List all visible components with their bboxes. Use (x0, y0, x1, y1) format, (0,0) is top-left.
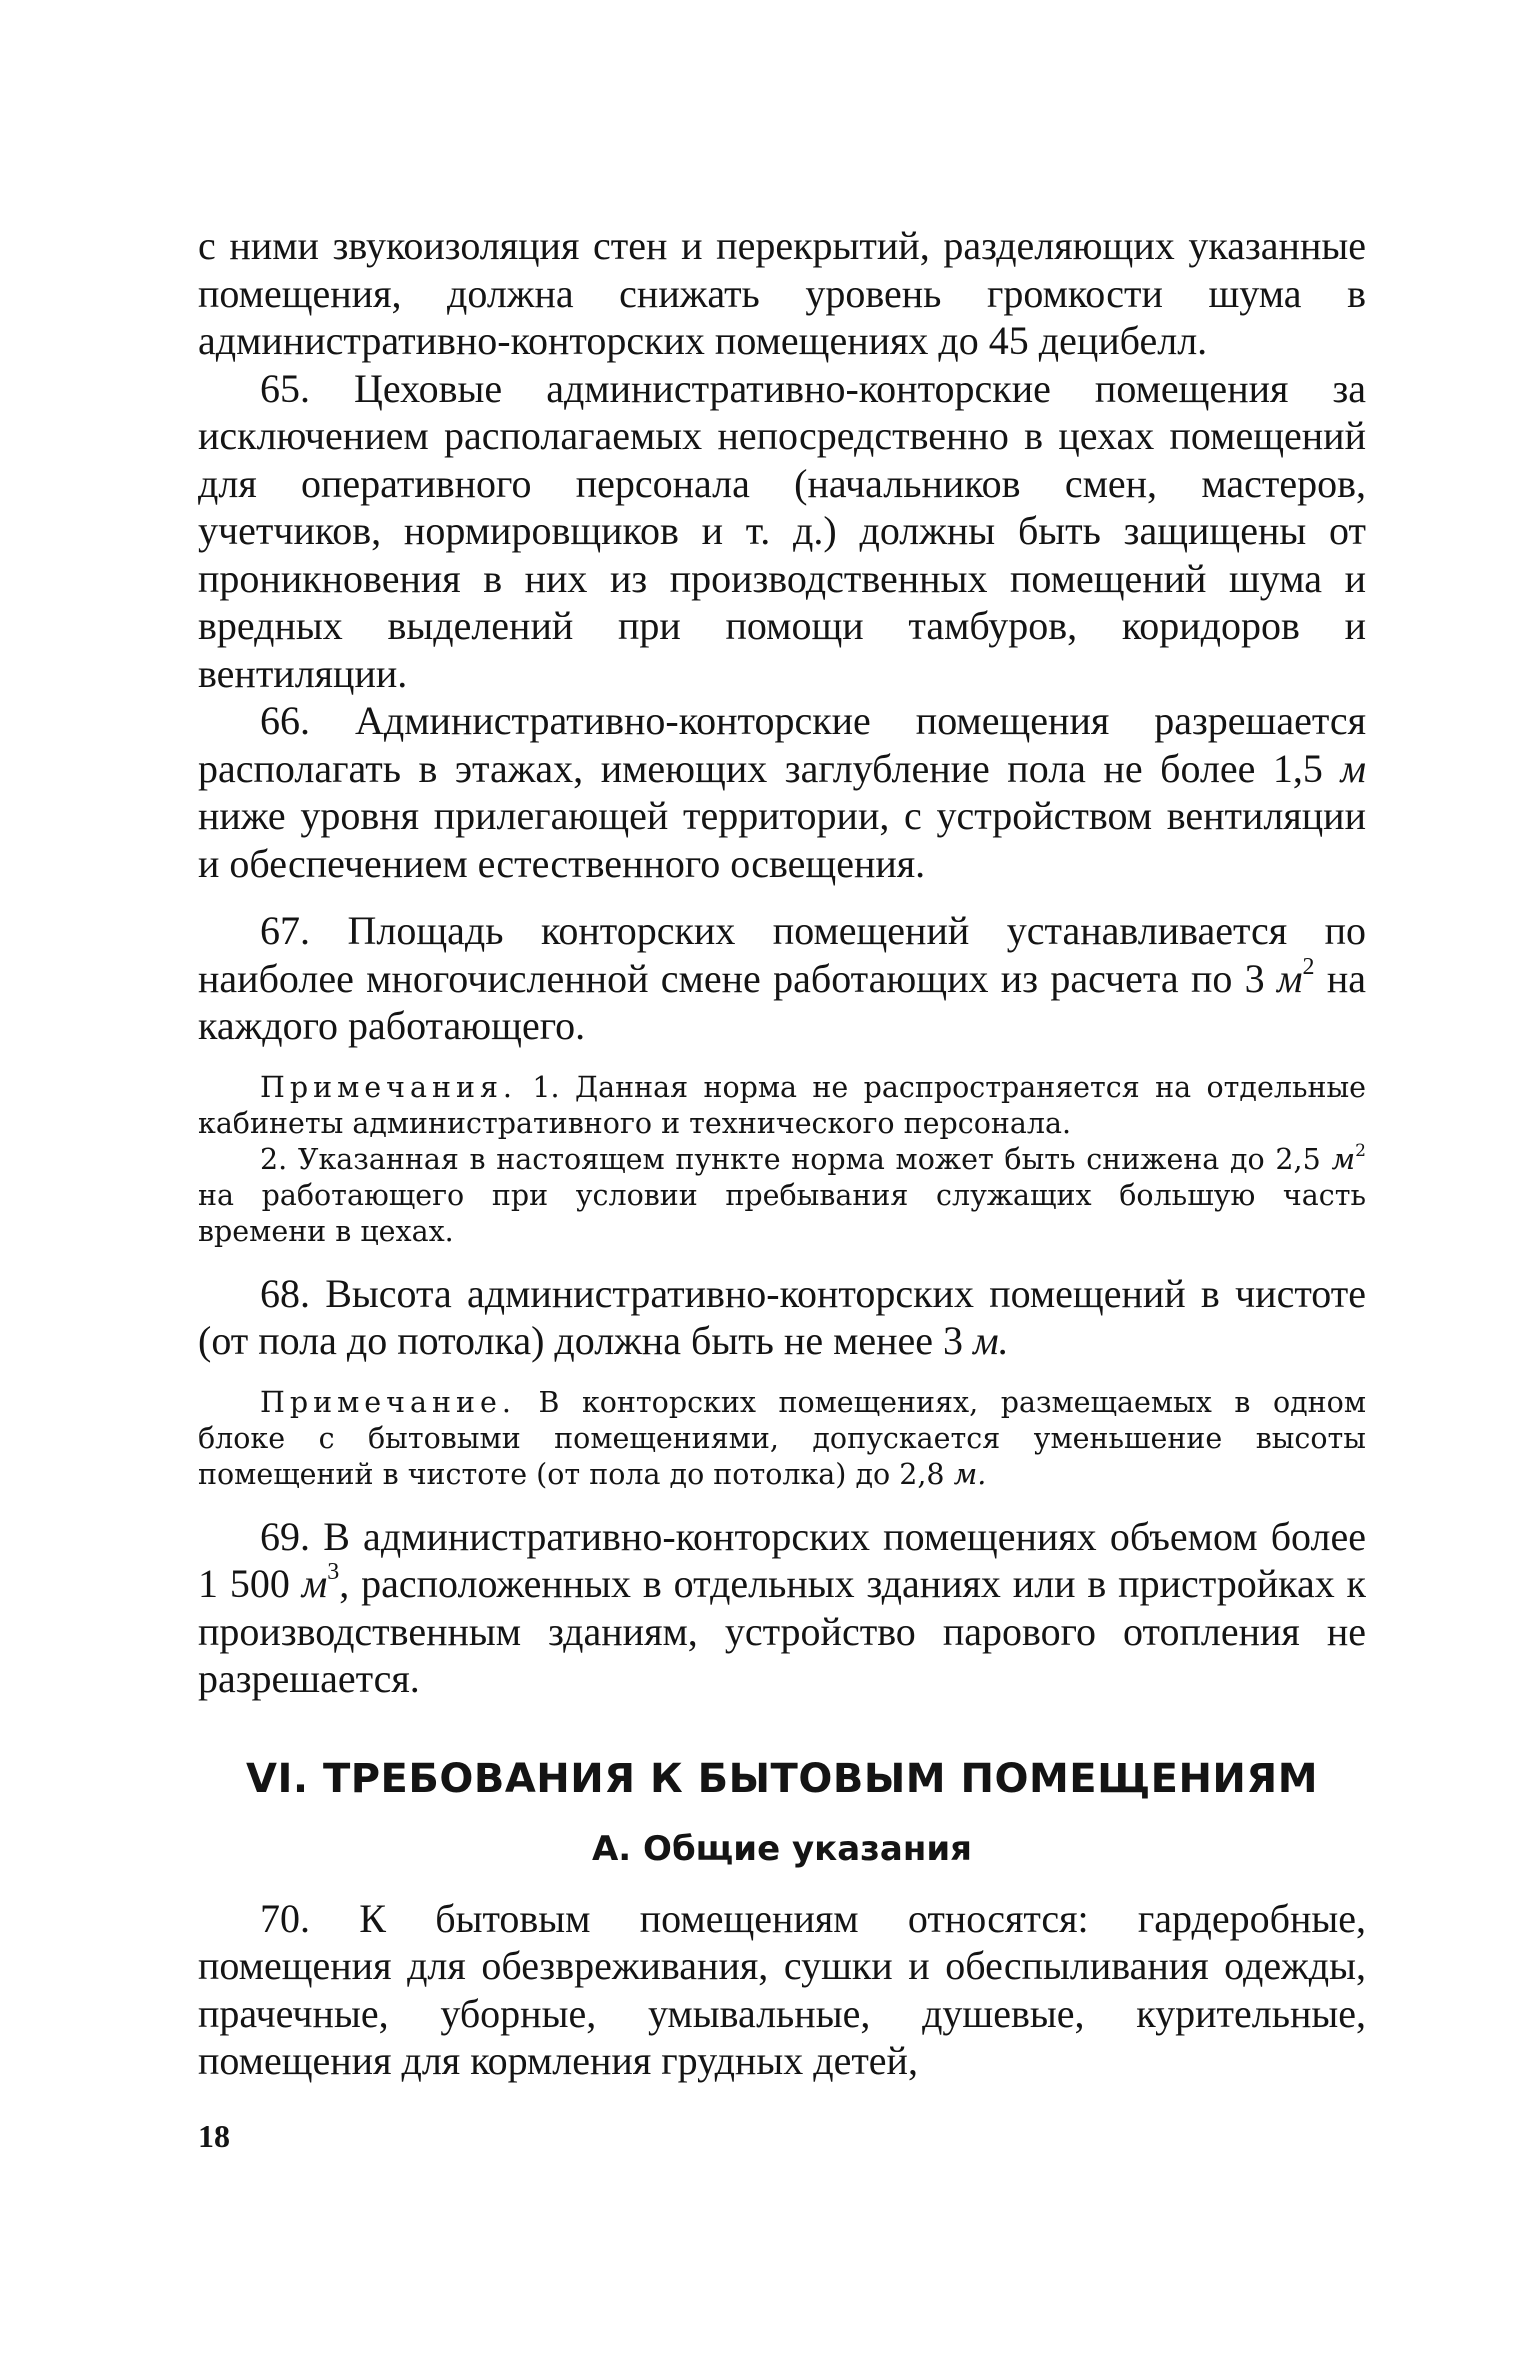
notes-lead: Примечания. (260, 1070, 517, 1104)
unit-square-meter: м (1331, 1142, 1356, 1176)
note-paragraph-68 (198, 1385, 1366, 1493)
unit-meter: м (1340, 745, 1366, 791)
note-item-2 (198, 1142, 1366, 1250)
unit-meter: м. (973, 1318, 1009, 1363)
note-item-2-text-end: на работающего при условии пребывания служащих большую часть времени в цехах. (198, 1178, 1366, 1248)
unit-meter: м. (953, 1457, 987, 1491)
unit-exponent: 2 (1302, 953, 1315, 980)
unit-square-meter: м (1276, 955, 1303, 1001)
paragraph-67-text-end: на каждого работающего. (198, 955, 1366, 1048)
paragraph-69 (198, 1513, 1366, 1703)
note-lead: Примечание. (260, 1385, 516, 1419)
note-item-2-text: 2. Указанная в настоящем пункте норма может быть снижена до 2,5 (260, 1142, 1332, 1176)
paragraph-69-text: 69. В административно-конторских помещениях объемом более 1 500 (198, 1513, 1366, 1606)
unit-exponent: 2 (1355, 1140, 1366, 1161)
section-heading: VI. ТРЕБОВАНИЯ К БЫТОВЫМ ПОМЕЩЕНИЯМ (245, 1755, 1319, 1802)
paragraph-69-text-end: , расположенных в отдельных зданиях или в пристройках к производственным зданиям, устройство парового отопления не разрешается. (198, 1561, 1366, 1701)
paragraph-68 (198, 1270, 1366, 1365)
note-item-1: 1. Данная норма не распространяется на отдельные кабинеты административного и технического персонала. (198, 1070, 1366, 1140)
paragraph-66 (198, 697, 1366, 887)
unit-exponent: 3 (327, 1559, 340, 1585)
unit-cubic-meter: м (301, 1561, 328, 1606)
paragraph-66-text-end: ниже уровня прилегающей территории, с устройством вентиляции и обеспечением естественного освещения. (198, 793, 1366, 886)
notes-paragraph-67 (198, 1070, 1366, 1142)
subsection-heading: А. Общие указания (591, 1828, 973, 1869)
page-number: 18 (198, 2118, 230, 2154)
paragraph-70: 70. К бытовым помещениям относятся: гардеробные, помещения для обезвреживания, сушки и обеспыливания одежды, прачечные, уборные, умывальные, душевые, курительные, помещения для кормления грудных детей, (198, 1895, 1366, 2083)
paragraph-67-text: 67. Площадь конторских помещений устанавливается по наиболее многочисленной смене работающих из расчета по 3 (198, 908, 1366, 1001)
paragraph-65: 65. Цеховые административно-конторские помещения за исключением располагаемых непосредственно в цехах помещений для оперативного персонала (начальников смен, мастеров, учетчиков, нормировщиков и т. д.) должны быть защищены от проникновения в них из производственных помещений шума и вредных выделений при помощи тамбуров, коридоров и вентиляции. (198, 365, 1366, 696)
document-page (198, 222, 1366, 2085)
paragraph-67 (198, 907, 1366, 1050)
paragraph-68-text: 68. Высота административно-конторских помещений в чистоте (от пола до потолка) должна быть не менее 3 (198, 1270, 1366, 1363)
paragraph-66-text: 66. Административно-конторские помещения разрешается располагать в этажах, имеющих заглубление пола не более 1,5 (198, 698, 1366, 791)
paragraph-64-continuation: с ними звукоизоляция стен и перекрытий, разделяющих указанные помещения, должна снижать уровень громкости шума в административно-конторских помещениях до 45 децибелл. (198, 223, 1366, 363)
note-68-text: В конторских помещениях, размещаемых в одном блоке с бытовыми помещениями, допускается уменьшение высоты помещений в чистоте (от пола до потолка) до 2,8 (198, 1385, 1366, 1491)
